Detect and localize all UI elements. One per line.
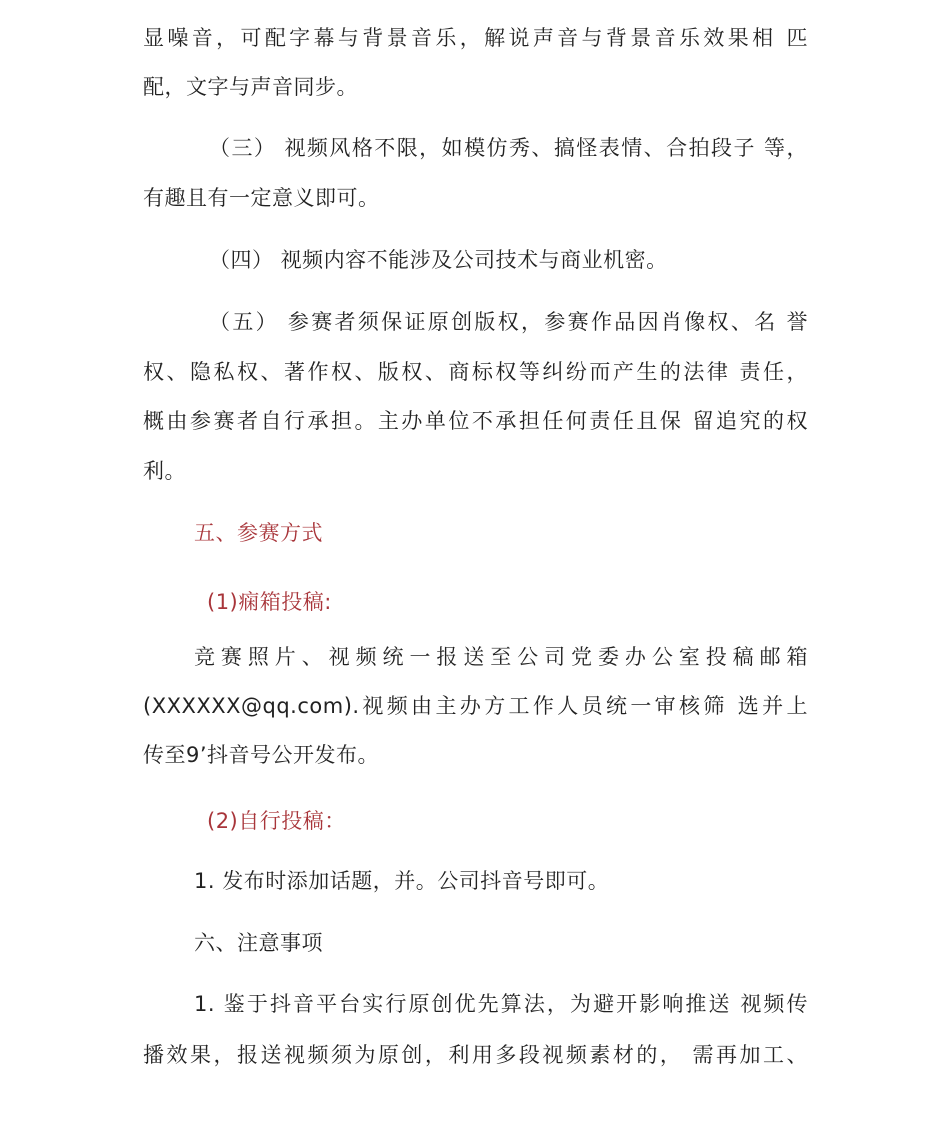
paragraph-line: 权、隐私权、著作权、版权、商标权等纠纷而产生的法律 责任，	[143, 360, 808, 384]
paragraph-line: (XXXXXX@qq.com).视频由主办方工作人员统一审核筛 选并上	[143, 694, 808, 718]
paragraph-line: 竞赛照片、视频统一报送至公司党委办公室投稿邮箱	[194, 645, 808, 669]
paragraph-line: 有趣且有一定意义即可。	[143, 186, 380, 210]
paragraph-line: 播效果，报送视频须为原创，利用多段视频素材的， 需再加工、	[143, 1043, 808, 1067]
paragraph-line: 1. 鉴于抖音平台实行原创优先算法，为避开影响推送 视频传	[194, 992, 808, 1016]
paragraph-line: 利。	[143, 459, 186, 483]
paragraph-line: （四） 视频内容不能涉及公司技术与商业机密。	[209, 248, 668, 272]
paragraph-line: 传至9’抖音号公开发布。	[143, 743, 380, 767]
paragraph-line: 配，文字与声音同步。	[143, 75, 358, 99]
section-heading: 五、参赛方式	[194, 521, 323, 545]
paragraph-line: 1. 发布时添加话题，并。公司抖音号即可。	[194, 869, 610, 893]
paragraph-line: （五） 参赛者须保证原创版权，参赛作品因肖像权、名 誉	[209, 310, 808, 334]
paragraph-line: 显噪音，可配字幕与背景音乐，解说声音与背景音乐效果相 匹	[143, 26, 808, 50]
paragraph-line: 概由参赛者自行承担。主办单位不承担任何责任且保 留追究的权	[143, 409, 808, 433]
paragraph-line: （三） 视频风格不限，如模仿秀、搞怪表情、合拍段子 等，	[209, 136, 808, 160]
subsection-heading: (2)自行投稿：	[207, 809, 346, 833]
section-heading: 六、注意事项	[194, 931, 323, 955]
subsection-heading: (1)痫箱投稿:	[207, 590, 332, 614]
